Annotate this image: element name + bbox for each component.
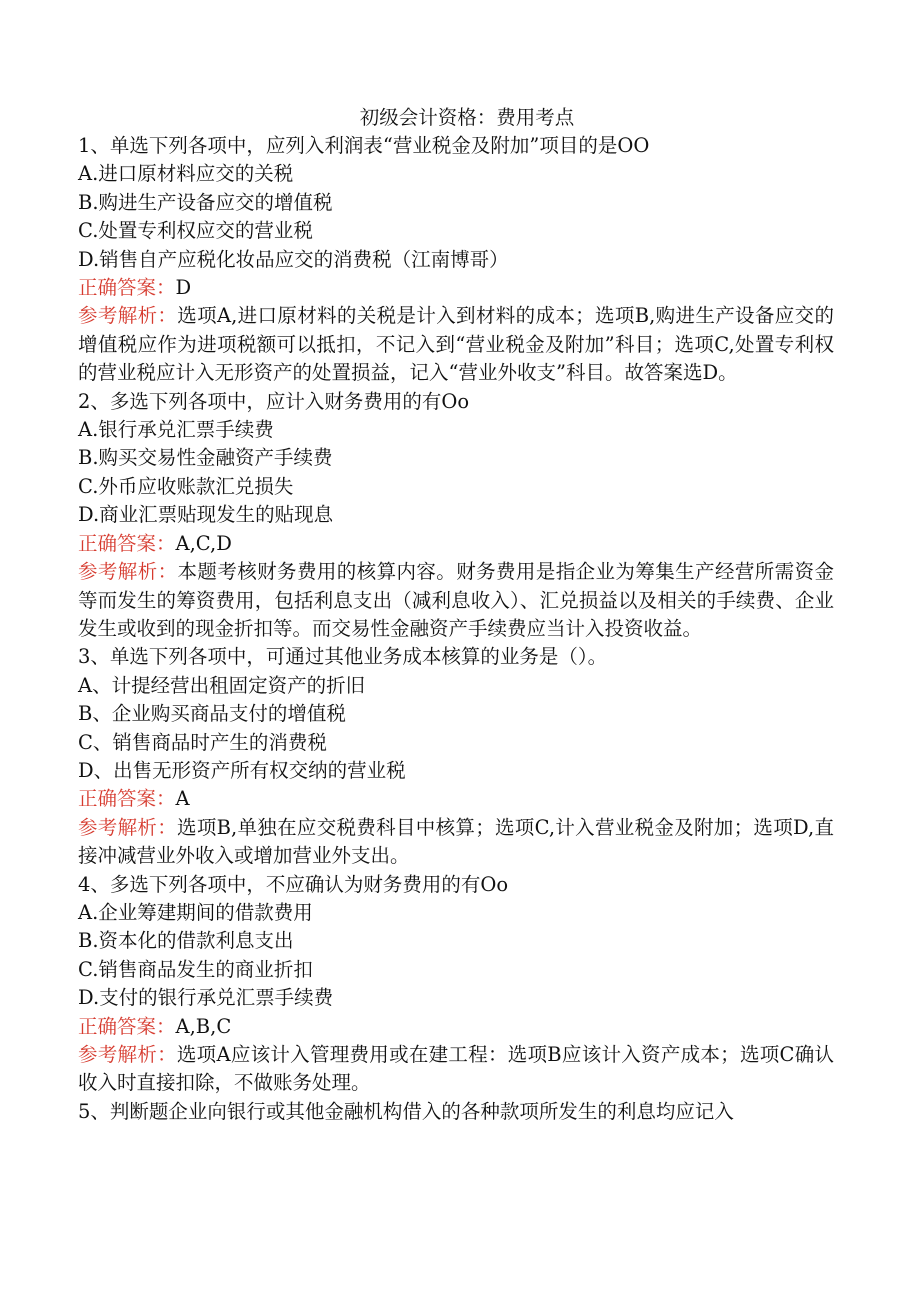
answer-value: A,C,D — [175, 531, 232, 555]
analysis-label: 参考解析： — [78, 815, 178, 839]
question-4 — [78, 871, 834, 1098]
question-3 — [78, 643, 834, 870]
question-stem: 2、多选下列各项中，应计入财务费用的有Oo — [78, 389, 470, 413]
analysis-label: 参考解析： — [78, 304, 178, 328]
question-stem: 1、单选下列各项中，应列入利润表“营业税金及附加”项目的是OO — [78, 134, 650, 157]
question-1 — [78, 132, 834, 388]
document-page — [78, 104, 834, 1126]
question-stem: 4、多选下列各项中，不应确认为财务费用的有Oo — [78, 872, 509, 896]
option-d: D.支付的银行承兑汇票手续费 — [78, 986, 334, 1010]
answer-label: 正确答案： — [78, 276, 176, 300]
option-c: C.外币应收账款汇兑损失 — [78, 474, 294, 498]
question-2 — [78, 388, 834, 644]
analysis-label: 参考解析： — [78, 560, 178, 584]
analysis-paragraph — [78, 558, 834, 643]
option-b: B.购买交易性金融资产手续费 — [78, 446, 333, 470]
answer-label: 正确答案： — [78, 787, 176, 811]
page-title: 初级会计资格：费用考点 — [359, 106, 575, 129]
option-b: B.资本化的借款利息支出 — [78, 929, 294, 953]
answer-label: 正确答案： — [78, 531, 176, 555]
answer-line — [78, 530, 834, 558]
answer-line — [78, 785, 834, 813]
analysis-label: 参考解析： — [78, 1043, 177, 1066]
option-b: B、企业购买商品支付的增值税 — [78, 702, 346, 726]
answer-line — [78, 274, 834, 302]
option-d: D.销售自产应税化妆品应交的消费税（江南博哥） — [78, 247, 509, 271]
analysis-text: 选项A,进口原材料的关税是计入到材料的成本；选项B,购进生产设备应交的增值税应作为进项税额可以抵扣，不记入到“营业税金及附加”科目；选项C,处置专利权的营业税应计入无形资产的处置损益，记入“营业外收支”科目。故答案选D。 — [78, 304, 834, 385]
question-stem: 3、单选下列各项中，可通过其他业务成本核算的业务是（）。 — [78, 645, 608, 669]
answer-line — [78, 1013, 834, 1041]
question-5 — [78, 1098, 834, 1126]
answer-label: 正确答案： — [78, 1014, 176, 1038]
analysis-text: 选项B,单独在应交税费科目中核算；选项C,计入营业税金及附加；选项D,直接冲减营业外收入或增加营业外支出。 — [78, 815, 834, 868]
question-stem: 5、判断题企业向银行或其他金融机构借入的各种款项所发生的利息均应记入 — [78, 1099, 734, 1123]
option-d: D.商业汇票贴现发生的贴现息 — [78, 503, 334, 527]
analysis-text: 本题考核财务费用的核算内容。财务费用是指企业为筹集生产经营所需资金等而发生的筹资费用，包括利息支出（减利息收入）、汇兑损益以及相关的手续费、企业发生或收到的现金折扣等。而交易性金融资产手续费应当计入投资收益。 — [78, 560, 834, 640]
option-d: D、出售无形资产所有权交纳的营业税 — [78, 758, 406, 782]
option-c: C、销售商品时产生的消费税 — [78, 730, 327, 754]
option-a: A.企业筹建期间的借款费用 — [78, 900, 313, 924]
answer-value: D — [175, 276, 192, 300]
answer-value: A,B,C — [175, 1014, 232, 1038]
analysis-paragraph — [78, 1041, 834, 1098]
analysis-paragraph — [78, 814, 834, 871]
option-c: C.处置专利权应交的营业税 — [78, 219, 313, 243]
answer-value: A — [175, 787, 190, 811]
option-a: A、计提经营出租固定资产的折旧 — [78, 673, 366, 697]
option-c: C.销售商品发生的商业折扣 — [78, 957, 313, 981]
option-b: B.购进生产设备应交的增值税 — [78, 190, 333, 214]
analysis-paragraph — [78, 302, 834, 387]
analysis-text: 选项A应该计入管理费用或在建工程：选项B应该计入资产成本；选项C确认收入时直接扣除，不做账务处理。 — [78, 1043, 834, 1095]
option-a: A.银行承兑汇票手续费 — [78, 418, 274, 442]
option-a: A.进口原材料应交的关税 — [78, 162, 294, 186]
